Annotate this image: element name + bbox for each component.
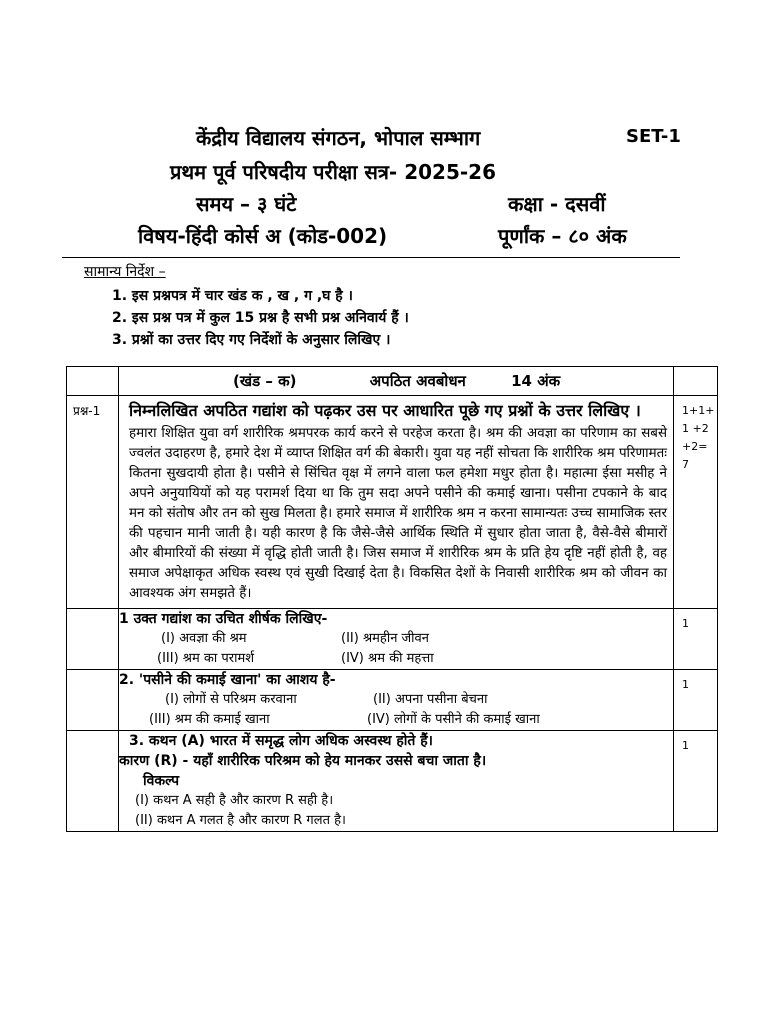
subquestion-text: 1 उक्त गद्यांश का उचित शीर्षक लिखिए- [119,611,328,627]
subquestion-marks: 1 [674,731,718,832]
subquestion-3 [119,731,674,832]
exam-class: कक्षा - दसवीं [508,192,606,216]
question-table [66,366,718,832]
question-marks: 1+1+1 +2+2= 7 [674,396,718,609]
option: (I) कथन A सही है और कारण R सही है। [135,793,334,808]
section-name: (खंड – क) [233,372,297,390]
header-divider [62,257,680,258]
section-header-row [67,367,718,396]
instruction-item: 3. प्रश्नों का उत्तर दिए गए निर्देशों के अनुसार लिखिए । [112,332,391,348]
empty-cell [67,670,119,731]
subquestion-reason: कारण (R) - यहाँ शारीरिक परिश्रम को हेय मानकर उससे बचा जाता है। [119,753,487,769]
subquestion-row [67,670,718,731]
question-row [67,396,718,609]
subquestion-1 [119,609,674,670]
question-heading: निम्नलिखित अपठित गद्यांश को पढ़कर उस पर आधारित पूछे गए प्रश्नों के उत्तर लिखिए । [129,401,641,420]
option: (III) श्रम की कमाई खाना [149,712,270,727]
instruction-item: 2. इस प्रश्न पत्र में कुल 15 प्रश्न है सभी प्रश्न अनिवार्य हैं । [112,310,409,326]
question-number: प्रश्न-1 [67,396,119,609]
subquestion-marks: 1 [674,609,718,670]
exam-title: प्रथम पूर्व परिषदीय परीक्षा सत्र- 2025-26 [170,160,496,184]
empty-cell [674,367,718,396]
passage-text: हमारा शिक्षित युवा वर्ग शारीरिक श्रमपरक कार्य करने से परहेज करता है। श्रम की अवज्ञा का परिणाम का सबसे ज्वलंत उदाहरण है, हमारे देश में व्याप्त शिक्षित वर्ग की बेकारी। युवा यह नहीं सोचता कि शारीरिक श्रम परिणामतः कितना सुखदायी होता है। पसीने से सिंचित वृक्ष में लगने वाला फल हमेशा मधुर होता है। महात्मा ईसा मसीह ने अपने अनुयायियों को यह परामर्श दिया था कि तुम सदा अपने पसीने की कमाई खाना। पसीना टपकाने के बाद मन को संतोष और तन को सुख मिलता है। हमारे समाज में शारीरिक श्रम न करना सामान्यतः उच्च सामाजिक स्तर की पहचान मानी जाती है। यही कारण है कि जैसे-जैसे आर्थिक स्थिति में सुधार होता जाता है, वैसे-वैसे बीमारों और बीमारियों की संख्या में वृद्धि होती जाती है। जिस समाज में शारीरिक श्रम के प्रति हेय दृष्टि नहीं होती है, वह समाज अपेक्षाकृत अधिक स्वस्थ एवं सुखी दिखाई देता है। विकसित देशों के निवासी शारीरिक श्रम को जीवन का आवश्यक अंग समझते हैं। [129,426,667,601]
subquestion-text: 3. कथन (A) भारत में समृद्ध लोग अधिक अस्वस्थ होते हैं। [129,733,433,749]
option: (II) कथन A गलत है और कारण R गलत है। [135,813,346,828]
empty-cell [67,731,119,832]
section-title: अपठित अवबोधन [369,372,466,390]
exam-subject: विषय-हिंदी कोर्स अ (कोड-002) [138,224,388,248]
subquestion-row [67,609,718,670]
option: (IV) लोगों के पसीने की कमाई खाना [367,712,540,727]
subquestion-marks: 1 [674,670,718,731]
subquestion-row [67,731,718,832]
subquestion-text: 2. 'पसीने की कमाई खाना' का आशय है- [119,672,336,688]
question-body [119,396,674,609]
option: (I) लोगों से परिश्रम करवाना [165,692,297,707]
option: (II) श्रमहीन जीवन [341,631,429,646]
org-name: केंद्रीय विद्यालय संगठन, भोपाल सम्भाग [196,126,481,150]
options-label: विकल्प [143,773,180,789]
instructions-title: सामान्य निर्देश – [84,264,166,280]
empty-cell [67,367,119,396]
option: (II) अपना पसीना बेचना [373,692,488,707]
option: (IV) श्रम की महत्ता [341,651,434,666]
section-header-cell [119,367,674,396]
set-label: SET-1 [626,126,681,147]
option: (I) अवज्ञा की श्रम [161,631,247,646]
subquestion-2 [119,670,674,731]
exam-max-marks: पूर्णांक – ८० अंक [498,224,627,248]
option: (III) श्रम का परामर्श [157,651,255,666]
instruction-item: 1. इस प्रश्नपत्र में चार खंड क , ख , ग ,घ है । [112,288,353,304]
exam-time: समय – ३ घंटे [196,192,297,216]
section-marks: 14 अंक [511,372,561,390]
empty-cell [67,609,119,670]
